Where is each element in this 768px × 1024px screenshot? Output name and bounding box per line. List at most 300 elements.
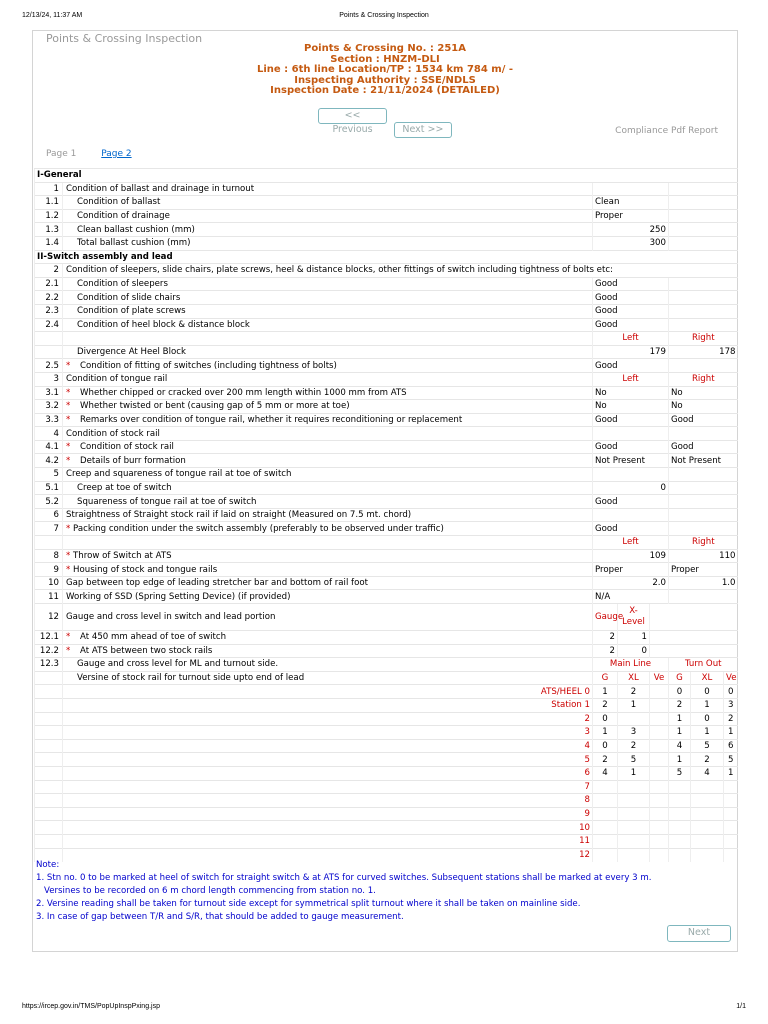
table-row xyxy=(35,264,738,278)
item-description xyxy=(63,332,593,346)
value-left xyxy=(593,468,669,482)
station-value: 4 xyxy=(669,739,691,753)
table-row xyxy=(35,304,738,318)
item-description xyxy=(63,318,593,332)
item-number-text: 3.1 xyxy=(45,387,59,398)
table-row xyxy=(35,291,738,305)
value-left: Good xyxy=(593,318,669,332)
value-left: No xyxy=(593,386,669,400)
item-number-text: 1.1 xyxy=(45,197,59,208)
item-description-text: Packing condition under the switch assembly (preferably to be observed under traffic) xyxy=(73,523,444,534)
station-row xyxy=(35,698,738,712)
item-description xyxy=(63,549,593,563)
value-right xyxy=(669,590,738,604)
table-row xyxy=(35,454,738,468)
section-title: I-General xyxy=(35,169,738,183)
station-value xyxy=(669,848,691,862)
mandatory-marker: * xyxy=(66,523,74,534)
value-left: Good xyxy=(593,291,669,305)
item-description-text: Remarks over condition of tongue rail, whether it requires reconditioning or replacement xyxy=(80,414,463,425)
item-number-text: 8 xyxy=(53,550,59,561)
item-number-text: 5 xyxy=(53,469,59,480)
item-description-text: Details of burr formation xyxy=(80,455,186,466)
station-value: 2 xyxy=(669,698,691,712)
station-value: 1 xyxy=(691,698,724,712)
station-label: 2 xyxy=(63,712,593,726)
indent xyxy=(73,442,80,452)
value-left: 109 xyxy=(593,549,669,563)
empty-cell xyxy=(35,712,63,726)
station-value xyxy=(650,712,669,726)
value-right xyxy=(669,468,738,482)
value-left: Good xyxy=(593,304,669,318)
value-right xyxy=(669,236,738,250)
item-description-text: Whether chipped or cracked over 200 mm length within 1000 mm from ATS xyxy=(80,387,407,398)
item-description-text: Throw of Switch at ATS xyxy=(73,550,172,561)
pxing-number: Points & Crossing No. : 251A xyxy=(303,43,466,54)
station-value xyxy=(593,807,618,821)
empty-cell xyxy=(650,631,738,645)
station-value: 1 xyxy=(593,685,618,699)
station-value xyxy=(691,834,724,848)
station-value xyxy=(650,821,669,835)
gauge-row xyxy=(35,644,738,658)
item-number xyxy=(35,400,63,414)
station-row xyxy=(35,685,738,699)
indent xyxy=(73,388,80,398)
item-number-text: 5.1 xyxy=(45,482,59,493)
indent xyxy=(73,401,80,411)
value-right xyxy=(669,304,738,318)
station-value xyxy=(618,794,650,808)
station-value: 1 xyxy=(669,726,691,740)
section-header-row xyxy=(35,250,738,264)
note-1: 1. Stn no. 0 to be marked at heel of switch for straight switch & at ATS for curved switches. Subsequent stations shall be marked at every 3 m. xyxy=(36,873,652,883)
print-footer xyxy=(22,1003,746,1013)
tab-page-2[interactable]: Page 2 xyxy=(101,149,132,159)
station-value: 1 xyxy=(691,726,724,740)
item-description xyxy=(63,277,593,291)
item-description-text: Condition of ballast and drainage in turnout xyxy=(66,183,255,194)
empty-cell xyxy=(35,739,63,753)
indent xyxy=(73,646,80,656)
table-row xyxy=(35,563,738,577)
station-value xyxy=(618,712,650,726)
mandatory-marker: * xyxy=(66,564,74,575)
station-label: 10 xyxy=(63,821,593,835)
item-description xyxy=(63,536,593,550)
empty-cell xyxy=(35,671,63,685)
empty-cell xyxy=(650,604,738,631)
compliance-pdf-link[interactable]: Compliance Pdf Report xyxy=(615,126,718,136)
item-number-text: 11 xyxy=(48,591,59,602)
page-tabs xyxy=(46,149,132,159)
station-value xyxy=(593,780,618,794)
station-label: 5 xyxy=(63,753,593,767)
item-description xyxy=(63,400,593,414)
station-value xyxy=(593,834,618,848)
value-right: Not Present xyxy=(669,454,738,468)
station-value xyxy=(650,834,669,848)
station-value xyxy=(618,807,650,821)
item-number xyxy=(35,359,63,373)
item-number-text: 3 xyxy=(53,374,59,385)
station-value xyxy=(724,821,738,835)
section-title: II-Switch assembly and lead xyxy=(35,250,738,264)
station-value xyxy=(724,794,738,808)
item-number-text: 1.2 xyxy=(45,211,59,222)
station-value: 5 xyxy=(691,739,724,753)
item-number-text: 3.2 xyxy=(45,401,59,412)
item-number-text: 5.2 xyxy=(45,496,59,507)
main-line-header: Main Line xyxy=(593,658,669,672)
table-row xyxy=(35,576,738,590)
print-title: Points & Crossing Inspection xyxy=(339,12,429,19)
value-right xyxy=(669,318,738,332)
item-number xyxy=(35,182,63,196)
item-number xyxy=(35,223,63,237)
previous-button[interactable]: << Previous xyxy=(318,108,387,124)
indent xyxy=(73,361,80,371)
item-number-text: 1 xyxy=(53,183,59,194)
value-left: Proper xyxy=(593,563,669,577)
item-description xyxy=(63,291,593,305)
note-1-cont: Versines to be recorded on 6 m chord length commencing from station no. 1. xyxy=(44,886,376,896)
value-right xyxy=(669,481,738,495)
item-number xyxy=(35,590,63,604)
station-value: 0 xyxy=(593,739,618,753)
station-row xyxy=(35,753,738,767)
section: Section : HNZM-DLI xyxy=(330,53,440,65)
station-value xyxy=(650,685,669,699)
item-number-text: 2.5 xyxy=(45,360,59,371)
table-row xyxy=(35,386,738,400)
station-value: 4 xyxy=(593,766,618,780)
item-description xyxy=(63,631,593,645)
item-description-text: Total ballast cushion (mm) xyxy=(77,238,191,249)
cross-level-header-2: Level xyxy=(622,617,645,627)
item-description xyxy=(63,209,593,223)
station-value: 1 xyxy=(669,753,691,767)
station-label: 6 xyxy=(63,766,593,780)
station-value: 1 xyxy=(724,726,738,740)
item-number: 12.1 xyxy=(35,631,63,645)
value-right: 178 xyxy=(669,345,738,359)
item-description-text: Creep and squareness of tongue rail at toe of switch xyxy=(66,469,292,480)
note-2: 2. Versine reading shall be taken for turnout side except for symmetrical split turnout where it shall be taken on mainline side. xyxy=(36,899,581,909)
item-number xyxy=(35,576,63,590)
station-value: 4 xyxy=(691,766,724,780)
item-description-text: At 450 mm ahead of toe of switch xyxy=(80,632,227,643)
value-right: No xyxy=(669,400,738,414)
item-number-text: 3.3 xyxy=(45,414,59,425)
station-value xyxy=(618,780,650,794)
value-right xyxy=(669,508,738,522)
gauge-header: Gauge xyxy=(593,604,618,631)
station-value xyxy=(650,807,669,821)
station-row xyxy=(35,807,738,821)
col-header: G xyxy=(669,671,691,685)
station-value: 1 xyxy=(724,766,738,780)
item-number-text: 2 xyxy=(53,265,59,276)
value-left: Clean xyxy=(593,196,669,210)
indent xyxy=(73,632,80,642)
station-value: 0 xyxy=(669,685,691,699)
item-description xyxy=(63,454,593,468)
value-left: Proper xyxy=(593,209,669,223)
table-row xyxy=(35,522,738,536)
value-right xyxy=(669,522,738,536)
item-number xyxy=(35,277,63,291)
mandatory-marker: * xyxy=(66,387,74,398)
mandatory-marker: * xyxy=(66,455,74,466)
empty-cell xyxy=(35,834,63,848)
item-description xyxy=(63,372,593,386)
value-left: N/A xyxy=(593,590,669,604)
section-header-row xyxy=(35,169,738,183)
station-value: 5 xyxy=(618,753,650,767)
item-number xyxy=(35,536,63,550)
station-value xyxy=(669,821,691,835)
item-number-text: 6 xyxy=(53,510,59,521)
value-right xyxy=(669,209,738,223)
value-left: Good xyxy=(593,277,669,291)
item-description xyxy=(63,182,593,196)
item-description-text: Condition of ballast xyxy=(77,197,161,208)
item-number xyxy=(35,563,63,577)
mandatory-marker: * xyxy=(66,442,74,453)
value-left: Not Present xyxy=(593,454,669,468)
value-right: Good xyxy=(669,413,738,427)
value-right xyxy=(669,495,738,509)
table-row xyxy=(35,495,738,509)
item-number-text: 7 xyxy=(53,523,59,534)
item-description xyxy=(63,236,593,250)
item-number-text: 4.1 xyxy=(45,442,59,453)
value-left xyxy=(593,427,669,441)
value-left: 2.0 xyxy=(593,576,669,590)
turnout-header-row xyxy=(35,658,738,672)
item-description-text: Condition of plate screws xyxy=(77,306,186,317)
print-datetime: 12/13/24, 11:37 AM xyxy=(22,12,83,19)
empty-cell xyxy=(35,726,63,740)
mandatory-marker: * xyxy=(66,645,74,656)
table-row xyxy=(35,481,738,495)
item-description xyxy=(63,359,593,373)
value-right xyxy=(669,196,738,210)
gauge-value: 2 xyxy=(593,631,618,645)
mandatory-marker: * xyxy=(66,632,74,643)
cross-level-header-1: X- xyxy=(629,606,638,616)
print-page-count: 1/1 xyxy=(736,1003,746,1010)
empty-cell xyxy=(35,766,63,780)
station-row xyxy=(35,712,738,726)
item-description-text: Creep at toe of switch xyxy=(77,482,172,493)
item-description xyxy=(63,440,593,454)
station-value xyxy=(618,834,650,848)
station-value xyxy=(691,848,724,862)
station-value: 3 xyxy=(724,698,738,712)
item-description xyxy=(63,481,593,495)
value-right: Right xyxy=(669,536,738,550)
item-description xyxy=(63,644,593,658)
print-header xyxy=(22,12,746,22)
station-value: 2 xyxy=(618,685,650,699)
item-number xyxy=(35,508,63,522)
station-value: 0 xyxy=(691,712,724,726)
item-number xyxy=(35,427,63,441)
station-value xyxy=(593,794,618,808)
value-right: Good xyxy=(669,440,738,454)
table-row xyxy=(35,590,738,604)
value-right xyxy=(669,427,738,441)
item-number xyxy=(35,495,63,509)
station-value xyxy=(593,821,618,835)
station-value: 1 xyxy=(618,698,650,712)
item-description-text: Working of SSD (Spring Setting Device) (if provided) xyxy=(66,591,291,602)
empty-cell xyxy=(35,821,63,835)
col-header: G xyxy=(593,671,618,685)
item-description xyxy=(63,386,593,400)
station-label: 4 xyxy=(63,739,593,753)
col-header: Ve xyxy=(724,671,738,685)
station-value xyxy=(650,780,669,794)
item-description-text: Condition of tongue rail xyxy=(66,374,168,385)
value-left xyxy=(593,182,669,196)
table-row xyxy=(35,345,738,359)
station-value: 2 xyxy=(618,739,650,753)
table-row xyxy=(35,413,738,427)
station-value xyxy=(724,807,738,821)
item-description-text: Gap between top edge of leading stretcher bar and bottom of rail foot xyxy=(66,578,368,589)
station-value xyxy=(691,794,724,808)
value-right: Right xyxy=(669,372,738,386)
station-value xyxy=(650,726,669,740)
item-number xyxy=(35,236,63,250)
item-number xyxy=(35,196,63,210)
station-value xyxy=(724,848,738,862)
item-description-text: At ATS between two stock rails xyxy=(80,645,213,656)
item-description-text: Condition of drainage xyxy=(77,211,170,222)
table-row xyxy=(35,182,738,196)
cross-level-value: 1 xyxy=(618,631,650,645)
table-row xyxy=(35,236,738,250)
item-number xyxy=(35,481,63,495)
station-value: 5 xyxy=(724,753,738,767)
mandatory-marker: * xyxy=(66,360,74,371)
cross-level-value: 0 xyxy=(618,644,650,658)
value-left: Good xyxy=(593,495,669,509)
table-row xyxy=(35,332,738,346)
item-number-text: 2.2 xyxy=(45,292,59,303)
item-description-text: Condition of fitting of switches (including tightness of bolts) xyxy=(80,360,337,371)
indent xyxy=(73,456,80,466)
value-right xyxy=(669,223,738,237)
value-left: Left xyxy=(593,372,669,386)
station-value xyxy=(650,848,669,862)
tab-page-1[interactable]: Page 1 xyxy=(46,149,77,159)
station-value xyxy=(669,807,691,821)
item-description xyxy=(63,413,593,427)
turnout-cols-row xyxy=(35,671,738,685)
station-value: 5 xyxy=(669,766,691,780)
next-button[interactable]: Next >> xyxy=(394,122,452,138)
item-description xyxy=(63,563,593,577)
item-number: 12.3 xyxy=(35,658,63,672)
value-right xyxy=(669,291,738,305)
value-left: No xyxy=(593,400,669,414)
station-value xyxy=(724,834,738,848)
value-left: 250 xyxy=(593,223,669,237)
item-description xyxy=(63,576,593,590)
item-number-text: 4 xyxy=(53,428,59,439)
empty-cell xyxy=(35,753,63,767)
item-description-text: Housing of stock and tongue rails xyxy=(73,564,218,575)
empty-cell xyxy=(650,644,738,658)
item-number xyxy=(35,522,63,536)
item-number-text: 2.3 xyxy=(45,306,59,317)
value-left xyxy=(593,508,669,522)
item-number xyxy=(35,209,63,223)
station-value: 2 xyxy=(593,753,618,767)
notes xyxy=(36,859,651,924)
bottom-next-button[interactable]: Next xyxy=(667,925,731,942)
value-right xyxy=(669,277,738,291)
station-row xyxy=(35,780,738,794)
item-description xyxy=(63,590,593,604)
station-row xyxy=(35,834,738,848)
item-number-text: 9 xyxy=(53,564,59,575)
station-value: 0 xyxy=(691,685,724,699)
table-row xyxy=(35,427,738,441)
item-number xyxy=(35,304,63,318)
item-description xyxy=(63,345,593,359)
station-row xyxy=(35,739,738,753)
station-label: 12 xyxy=(63,848,593,862)
table-row xyxy=(35,536,738,550)
station-label: Station 1 xyxy=(63,698,593,712)
item-number xyxy=(35,264,63,278)
table-row xyxy=(35,508,738,522)
item-number-text: 1.4 xyxy=(45,238,59,249)
empty-cell xyxy=(35,780,63,794)
value-left: Left xyxy=(593,332,669,346)
table-row xyxy=(35,196,738,210)
station-value: 0 xyxy=(724,685,738,699)
value-right: No xyxy=(669,386,738,400)
value-left: Good xyxy=(593,359,669,373)
station-value: 3 xyxy=(618,726,650,740)
inspection-date: Inspection Date : 21/11/2024 (DETAILED) xyxy=(270,85,500,97)
station-row xyxy=(35,821,738,835)
value-right: 110 xyxy=(669,549,738,563)
station-value xyxy=(618,821,650,835)
turn-out-header: Turn Out xyxy=(669,658,738,672)
inspection-panel xyxy=(32,30,738,952)
station-value xyxy=(650,698,669,712)
station-value xyxy=(669,794,691,808)
mandatory-marker: * xyxy=(66,401,74,412)
item-description: Gauge and cross level for ML and turnout side. xyxy=(63,658,593,672)
value-left: 0 xyxy=(593,481,669,495)
col-header: XL xyxy=(691,671,724,685)
station-row xyxy=(35,794,738,808)
inspection-header xyxy=(33,44,737,97)
item-description-text: Condition of sleepers xyxy=(77,279,168,290)
station-value: 1 xyxy=(669,712,691,726)
item-number xyxy=(35,372,63,386)
item-description xyxy=(63,495,593,509)
